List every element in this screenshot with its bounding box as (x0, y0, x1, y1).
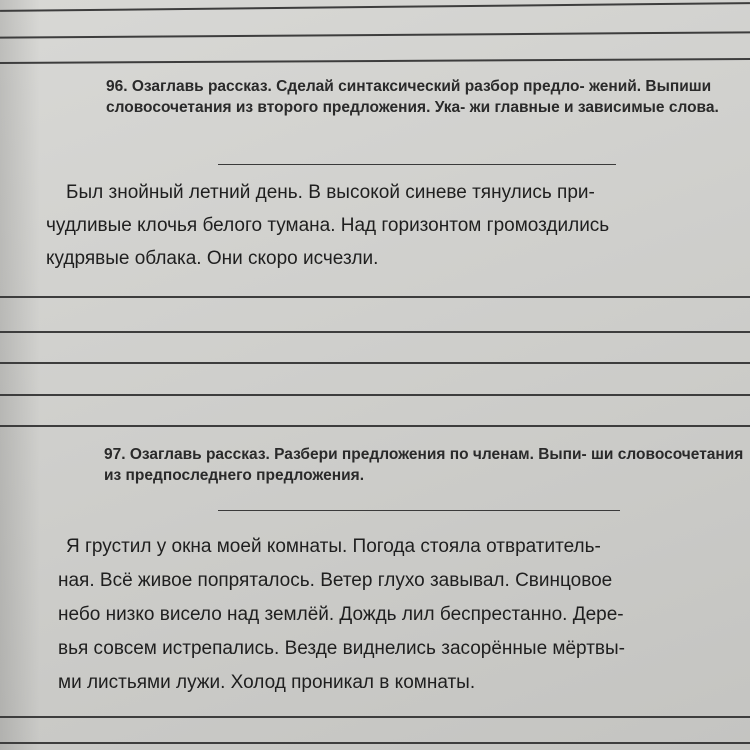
writing-line (0, 716, 750, 718)
task-number: 96. (106, 78, 128, 95)
title-answer-line (218, 510, 620, 511)
text-line: вья совсем истрепались. Везде виднелись засорённые мёртвы- (58, 638, 625, 659)
text-line: Был знойный летний день. В высокой синеве тянулись при- (66, 182, 595, 203)
writing-line (0, 31, 750, 38)
text-line: ми листьями лужи. Холод проникал в комнаты. (58, 672, 476, 693)
writing-line (0, 425, 750, 427)
title-answer-line (218, 164, 616, 165)
writing-line (0, 362, 750, 364)
task-text: Озаглавь рассказ. Разбери предложения по членам. Выпи- ши словосочетания из предпоследнего предложения. (104, 446, 744, 484)
task-96-instruction (106, 76, 736, 118)
text-line: ная. Всё живое попряталось. Ветер глухо завывал. Свинцовое (58, 570, 613, 591)
text-line: кудрявые облака. Они скоро исчезли. (46, 248, 379, 269)
text-line: чудливые клочья белого тумана. Над горизонтом громоздились (46, 215, 610, 236)
task-text: Озаглавь рассказ. Сделай синтаксический разбор предло- жений. Выпиши словосочетания из второго предложения. Ука- жи главные и зависимые слова. (106, 78, 719, 116)
writing-line (0, 394, 750, 396)
writing-line (0, 742, 750, 744)
text-line: Я грустил у окна моей комнаты. Погода стояла отвратитель- (66, 536, 601, 557)
task-97-instruction (104, 444, 744, 486)
page-shadow (0, 0, 40, 750)
writing-line (0, 331, 750, 333)
task-number: 97. (104, 446, 126, 463)
text-line: небо низко висело над землёй. Дождь лил беспрестанно. Дере- (58, 604, 624, 625)
writing-line (0, 2, 750, 11)
writing-line (0, 296, 750, 298)
writing-line (0, 58, 750, 64)
